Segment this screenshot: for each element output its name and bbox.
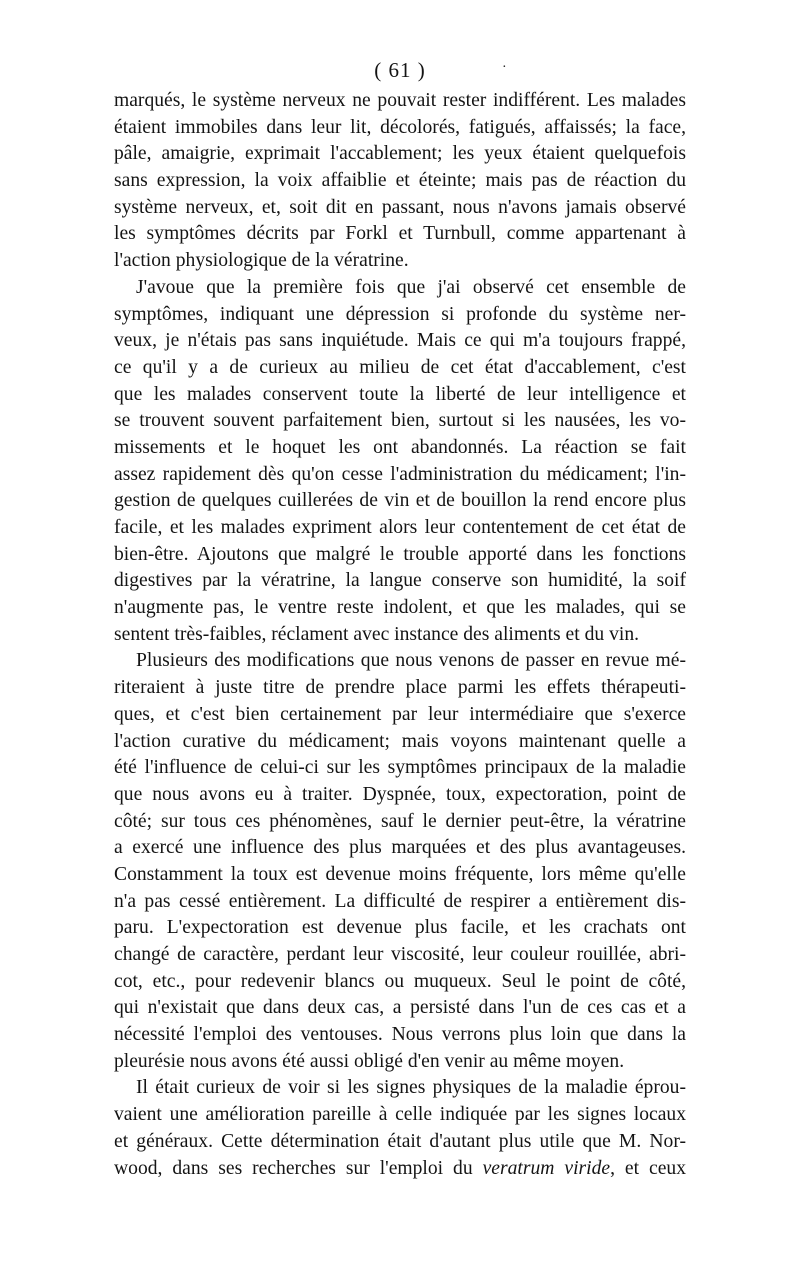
text-line: Il était curieux de voir si les signes physiques de la maladie éprou- — [136, 1077, 686, 1099]
text-line: riteraient à juste titre de prendre place parmi les effets thérapeuti- — [114, 677, 686, 699]
page-mark: · — [502, 60, 508, 75]
text-line: côté; sur tous ces phénomènes, sauf le dernier peut-être, la vératrine — [114, 810, 686, 832]
text-line: Constamment la toux est devenue moins fréquente, lors même qu'elle — [114, 863, 686, 885]
text-line: assez rapidement dès qu'on cesse l'administration du médicament; l'in- — [114, 463, 686, 485]
paragraph — [114, 275, 686, 649]
text-line: n'augmente pas, le ventre reste indolent, et que les malades, qui se — [114, 597, 686, 619]
text-line: pâle, amaigrie, exprimait l'accablement; les yeux étaient quelquefois — [114, 143, 686, 165]
text-line: les symptômes décrits par Forkl et Turnbull, comme appartenant à — [114, 223, 686, 245]
text-line: facile, et les malades expriment alors leur contentement de cet état de — [114, 517, 686, 538]
text-segment: wood, dans ses recherches sur l'emploi du — [114, 1157, 483, 1179]
text-line: marqués, le système nerveux ne pouvait rester indifférent. Les malades — [114, 90, 686, 111]
page-number-text: ( 61 ) — [374, 58, 426, 82]
text-line: paru. L'expectoration est devenue plus facile, et les crachats ont — [114, 917, 686, 939]
text-line: gestion de quelques cuillerées de vin et de bouillon la rend encore plus — [114, 490, 686, 512]
text-line: sans expression, la voix affaiblie et éteinte; mais pas de réaction du — [114, 170, 686, 192]
text-line: ce qu'il y a de curieux au milieu de cet état d'accablement, c'est — [114, 356, 686, 378]
paragraph — [114, 648, 686, 1075]
italic-term: veratrum viride — [482, 1157, 611, 1179]
text-line: cot, etc., pour redevenir blancs ou muqueux. Seul le point de côté, — [114, 970, 686, 992]
text-line: vaient une amélioration pareille à celle indiquée par les signes locaux — [114, 1104, 686, 1126]
text-line: système nerveux, et, soit dit en passant, nous n'avons jamais observé — [114, 196, 686, 218]
text-line: nécessité l'emploi des ventouses. Nous verrons plus loin que dans la — [114, 1024, 686, 1046]
page-number — [0, 58, 800, 83]
text-line: J'avoue que la première fois que j'ai observé cet ensemble de — [136, 276, 686, 298]
text-line: sentent très-faibles, réclament avec instance des aliments et du vin. — [114, 623, 640, 645]
text-line: l'action physiologique de la vératrine. — [114, 250, 409, 272]
text-line: et généraux. Cette détermination était d'autant plus utile que M. Nor- — [114, 1130, 686, 1152]
text-line: se trouvent souvent parfaitement bien, surtout si les nausées, les vo- — [114, 410, 686, 432]
text-line: n'a pas cessé entièrement. La difficulté de respirer a entièrement dis- — [114, 890, 686, 912]
text-line: été l'influence de celui-ci sur les symptômes principaux de la maladie — [114, 757, 686, 779]
text-line: digestives par la vératrine, la langue conserve son humidité, la soif — [114, 570, 686, 592]
paragraph — [114, 1075, 686, 1182]
text-line: Plusieurs des modifications que nous venons de passer en revue mé- — [136, 650, 686, 672]
text-line: veux, je n'étais pas sans inquiétude. Mais ce qui m'a toujours frappé, — [114, 330, 686, 352]
text-line: que les malades conservent toute la liberté de leur intelligence et — [114, 383, 686, 405]
text-line: étaient immobiles dans leur lit, décolorés, fatigués, affaissés; la face, — [114, 116, 686, 138]
text-line: symptômes, indiquant une dépression si profonde du système ner- — [114, 303, 686, 325]
text-line: l'action curative du médicament; mais voyons maintenant quelle a — [114, 730, 686, 752]
text-line: qui n'existait que dans deux cas, a persisté dans l'un de ces cas et a — [114, 997, 686, 1019]
text-line: pleurésie nous avons été aussi obligé d'en venir au même moyen. — [114, 1050, 625, 1072]
body-text — [114, 88, 686, 1182]
text-line: bien-être. Ajoutons que malgré le trouble apporté dans les fonctions — [114, 543, 686, 565]
text-line: que nous avons eu à traiter. Dyspnée, toux, expectoration, point de — [114, 783, 686, 805]
text-line: a exercé une influence des plus marquées et des plus avantageuses. — [114, 837, 686, 859]
text-segment: , et ceux — [610, 1157, 686, 1179]
text-line: missements et le hoquet les ont abandonnés. La réaction se fait — [114, 436, 686, 458]
text-line: changé de caractère, perdant leur viscosité, leur couleur rouillée, abri- — [114, 944, 686, 965]
paragraph — [114, 88, 686, 275]
text-line — [114, 1156, 686, 1183]
text-line: ques, et c'est bien certainement par leur intermédiaire que s'exerce — [114, 703, 686, 725]
